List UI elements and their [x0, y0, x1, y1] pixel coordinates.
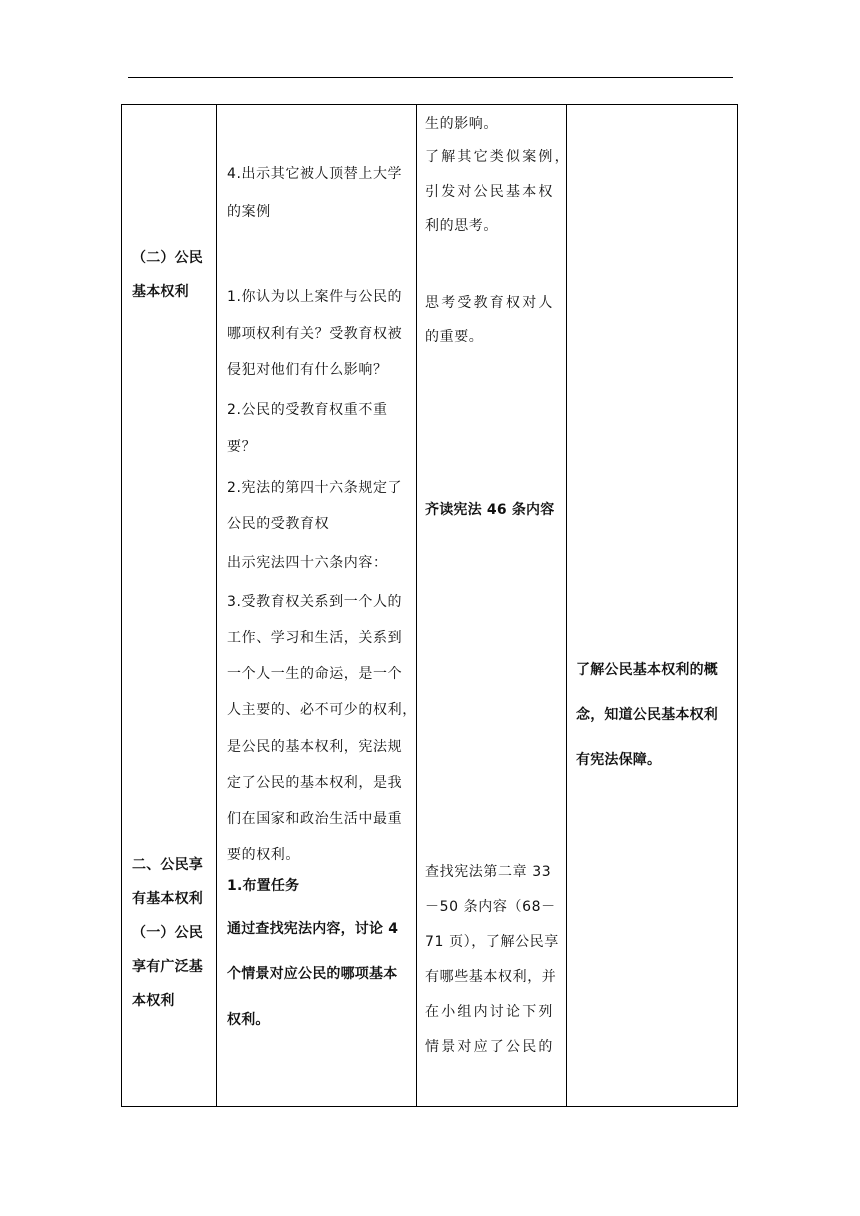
lesson-plan-table: [121, 104, 738, 1107]
student-line: 利的思考。: [425, 218, 498, 234]
case-intro-line: 4.出示其它被人顶替上大学: [227, 166, 403, 182]
explanation-line: 人主要的、必不可少的权利，: [227, 702, 417, 718]
section-heading-line: 享有广泛基: [132, 959, 203, 975]
student-line: 查找宪法第二章 33: [425, 864, 552, 880]
goal-line: 了解公民基本权利的概: [576, 662, 718, 678]
student-line: －50 条内容（68－: [425, 899, 556, 915]
section-heading-line: （一）公民: [132, 925, 203, 941]
student-line: 在小组内讨论下列: [425, 1004, 555, 1020]
section-heading-line: 基本权利: [132, 284, 189, 300]
section-heading-line: 本权利: [132, 993, 175, 1009]
section-heading-line: （二）公民: [132, 250, 203, 266]
task-body-line: 通过查找宪法内容，讨论 4: [227, 921, 399, 937]
student-line: 生的影响。: [425, 116, 498, 132]
teacher-activity-column: [217, 105, 416, 1106]
student-line: 的重要。: [425, 329, 484, 345]
task-title: 1.布置任务: [227, 878, 300, 894]
student-line: 了解其它类似案例，: [425, 149, 571, 165]
task-body-line: 权利。: [227, 1012, 270, 1028]
section-column: [122, 105, 216, 1106]
explanation-line: 们在国家和政治生活中最重: [227, 811, 403, 827]
explanation-line: 工作、学习和生活，关系到: [227, 630, 403, 646]
student-line: 情景对应了公民的: [425, 1039, 555, 1055]
read-constitution: 齐读宪法 46 条内容: [425, 502, 555, 518]
question-line: 侵犯对他们有什么影响？: [227, 362, 388, 378]
case-intro-line: 的案例: [227, 204, 271, 220]
question-line: 哪项权利有关？受教育权被: [227, 326, 403, 342]
explanation-line: 3.受教育权关系到一个人的: [227, 594, 403, 610]
constitution-line: 2.宪法的第四十六条规定了: [227, 480, 403, 496]
goal-line: 有宪法保障。: [576, 752, 662, 768]
student-line: 71 页），了解公民享: [425, 934, 559, 950]
student-activity-column: [417, 105, 571, 1106]
student-line: 引发对公民基本权: [425, 184, 555, 200]
section-heading-line: 有基本权利: [132, 891, 203, 907]
question-line: 要？: [227, 439, 257, 455]
constitution-line: 出示宪法四十六条内容：: [227, 555, 388, 571]
header-rule: [128, 77, 733, 78]
design-intent-column: [567, 105, 738, 1106]
explanation-line: 是公民的基本权利，宪法规: [227, 739, 403, 755]
question-line: 2.公民的受教育权重不重: [227, 402, 388, 418]
explanation-line: 要的权利。: [227, 847, 300, 863]
question-line: 1.你认为以上案件与公民的: [227, 289, 403, 305]
goal-line: 念，知道公民基本权利: [576, 707, 718, 723]
explanation-line: 定了公民的基本权利，是我: [227, 775, 403, 791]
task-body-line: 个情景对应公民的哪项基本: [227, 966, 398, 982]
constitution-line: 公民的受教育权: [227, 516, 330, 532]
student-line: 思考受教育权对人: [425, 295, 555, 311]
student-line: 有哪些基本权利，并: [425, 969, 557, 985]
explanation-line: 一个人一生的命运，是一个: [227, 666, 403, 682]
section-heading-line: 二、公民享: [132, 857, 203, 873]
